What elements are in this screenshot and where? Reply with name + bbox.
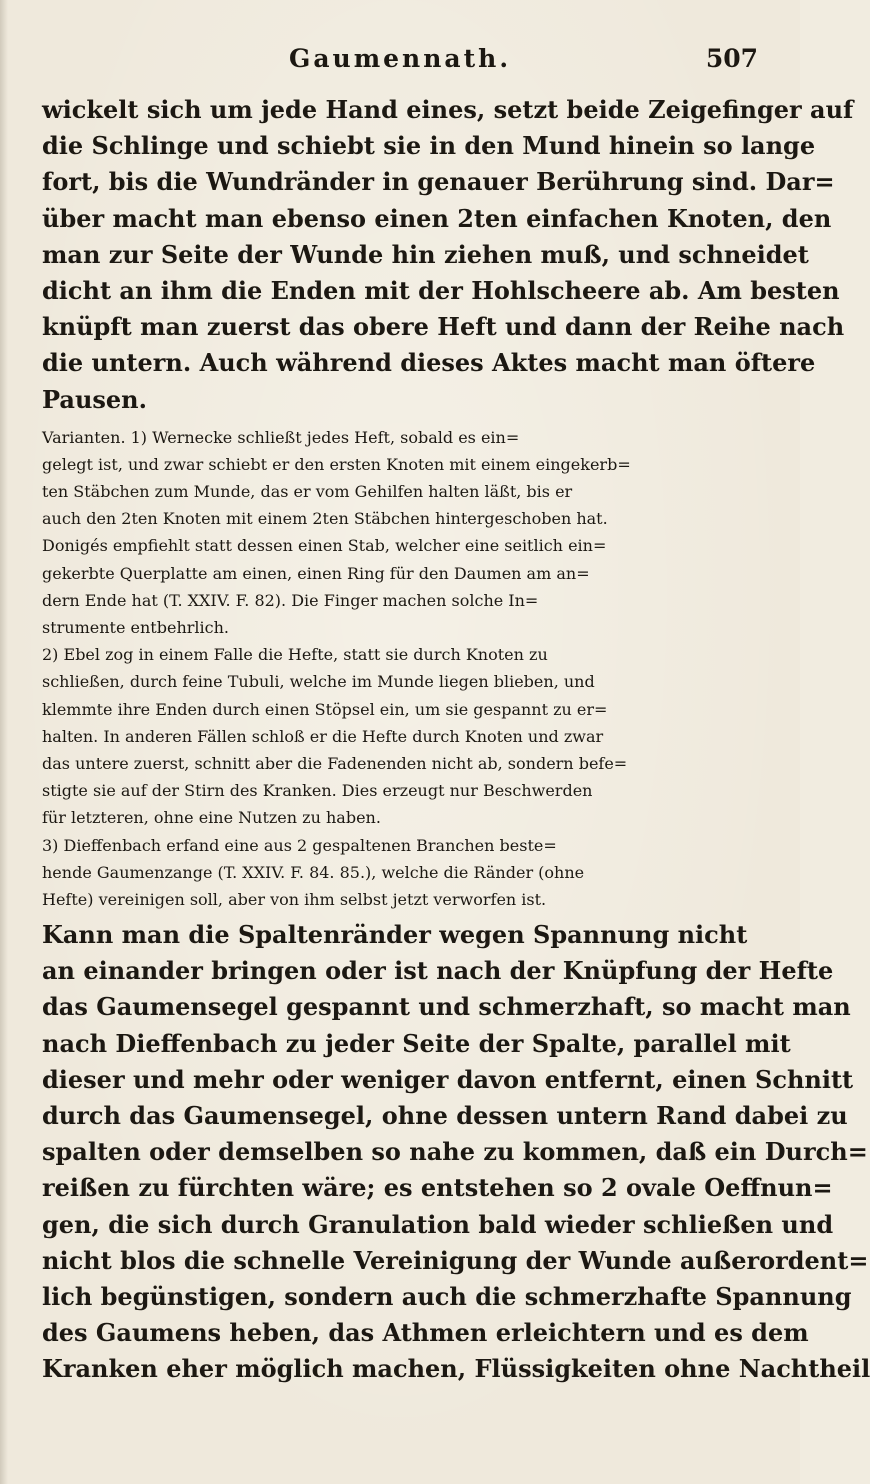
text-line: Kann man die Spaltenränder wegen Spannung nicht (42, 920, 748, 950)
small-text-line: stigte sie auf der Stirn des Kranken. Dies erzeugt nur Beschwerden (42, 781, 593, 801)
text-line: nicht blos die schnelle Vereinigung der Wunde außerordent= (42, 1245, 869, 1275)
text-line: dieser und mehr oder weniger davon entfernt, einen Schnitt (42, 1064, 854, 1094)
text-line: durch das Gaumensegel, ohne dessen untern Rand dabei zu (42, 1101, 848, 1130)
text-line: das Gaumensegel gespannt und schmerzhaft, so macht man (42, 992, 851, 1022)
small-text-line: hende Gaumenzange (T. XXIV. F. 84. 85.), welche die Ränder (ohne (42, 862, 585, 882)
text-line: nach Dieffenbach zu jeder Seite der Spalte, parallel mit (42, 1028, 791, 1058)
small-text-line: Varianten. 1) Wernecke schließt jedes Heft, sobald es ein= (42, 427, 520, 447)
paragraph-2 (42, 917, 870, 1387)
text-line: die Schlinge und schiebt sie in den Mund hinein so lange (42, 131, 816, 161)
text-line: dicht an ihm die Enden mit der Hohlscheere ab. Am besten (42, 275, 840, 305)
text-line: fort, bis die Wundränder in genauer Berührung sind. Dar= (42, 167, 835, 197)
text-line: wickelt sich um jede Hand eines, setzt beide Zeigefinger auf (42, 95, 854, 124)
running-head (0, 44, 800, 80)
running-title: Gaumennath. (288, 44, 512, 73)
text-line: reißen zu fürchten wäre; es entstehen so 2 ovale Oeffnun= (42, 1173, 833, 1203)
text-line: über macht man ebenso einen 2ten einfachen Knoten, den (42, 203, 832, 233)
text-line: lich begünstigen, sondern auch die schmerzhafte Spannung (42, 1281, 852, 1311)
text-line: man zur Seite der Wunde hin ziehen muß, und schneidet (42, 239, 809, 269)
small-text-line: gelegt ist, und zwar schiebt er den ersten Knoten mit einem eingekerb= (42, 454, 631, 474)
text-line: des Gaumens heben, das Athmen erleichtern und es dem (42, 1318, 809, 1348)
small-text-line: auch den 2ten Knoten mit einem 2ten Stäbchen hintergeschoben hat. (42, 509, 608, 529)
small-text-line: schließen, durch feine Tubuli, welche im Munde liegen blieben, und (42, 672, 595, 692)
small-text-line: dern Ende hat (T. XXIV. F. 82). Die Finger machen solche In= (42, 590, 539, 610)
small-text-line: für letzteren, ohne eine Nutzen zu haben. (42, 808, 381, 828)
paragraph-1 (42, 92, 854, 418)
small-text-line: Donigés empfiehlt statt dessen einen Stab, welcher eine seitlich ein= (42, 536, 607, 556)
main-text (42, 92, 870, 1388)
text-line: die untern. Auch während dieses Aktes macht man öftere (42, 348, 816, 378)
text-line: knüpft man zuerst das obere Heft und dann der Reihe nach (42, 312, 845, 342)
small-text-line: das untere zuerst, schnitt aber die Fadenenden nicht ab, sondern befe= (42, 753, 628, 773)
small-text-line: 3) Dieffenbach erfand eine aus 2 gespaltenen Branchen beste= (42, 835, 557, 855)
text-line: spalten oder demselben so nahe zu kommen, daß ein Durch= (42, 1137, 868, 1167)
small-text-line: klemmte ihre Enden durch einen Stöpsel ein, um sie gespannt zu er= (42, 699, 608, 719)
text-line: gen, die sich durch Granulation bald wieder schließen und (42, 1209, 834, 1239)
variants-section (42, 424, 762, 913)
small-text-line: strumente entbehrlich. (42, 618, 229, 637)
small-text-line: gekerbte Querplatte am einen, einen Ring für den Daumen am an= (42, 563, 590, 583)
text-line: Kranken eher möglich machen, Flüssigkeiten ohne Nachtheil (42, 1354, 870, 1384)
page-number: 507 (705, 44, 758, 73)
text-line: an einander bringen oder ist nach der Knüpfung der Hefte (42, 956, 834, 986)
small-text-line: 2) Ebel zog in einem Falle die Hefte, statt sie durch Knoten zu (42, 645, 548, 665)
small-text-line: halten. In anderen Fällen schloß er die Hefte durch Knoten und zwar (42, 726, 604, 746)
small-text-line: Hefte) vereinigen soll, aber von ihm selbst jetzt verworfen ist. (42, 889, 547, 909)
small-text-line: ten Stäbchen zum Munde, das er vom Gehilfen halten läßt, bis er (42, 482, 573, 502)
text-line: Pausen. (42, 384, 147, 414)
page-edge-shadow (0, 0, 8, 1484)
